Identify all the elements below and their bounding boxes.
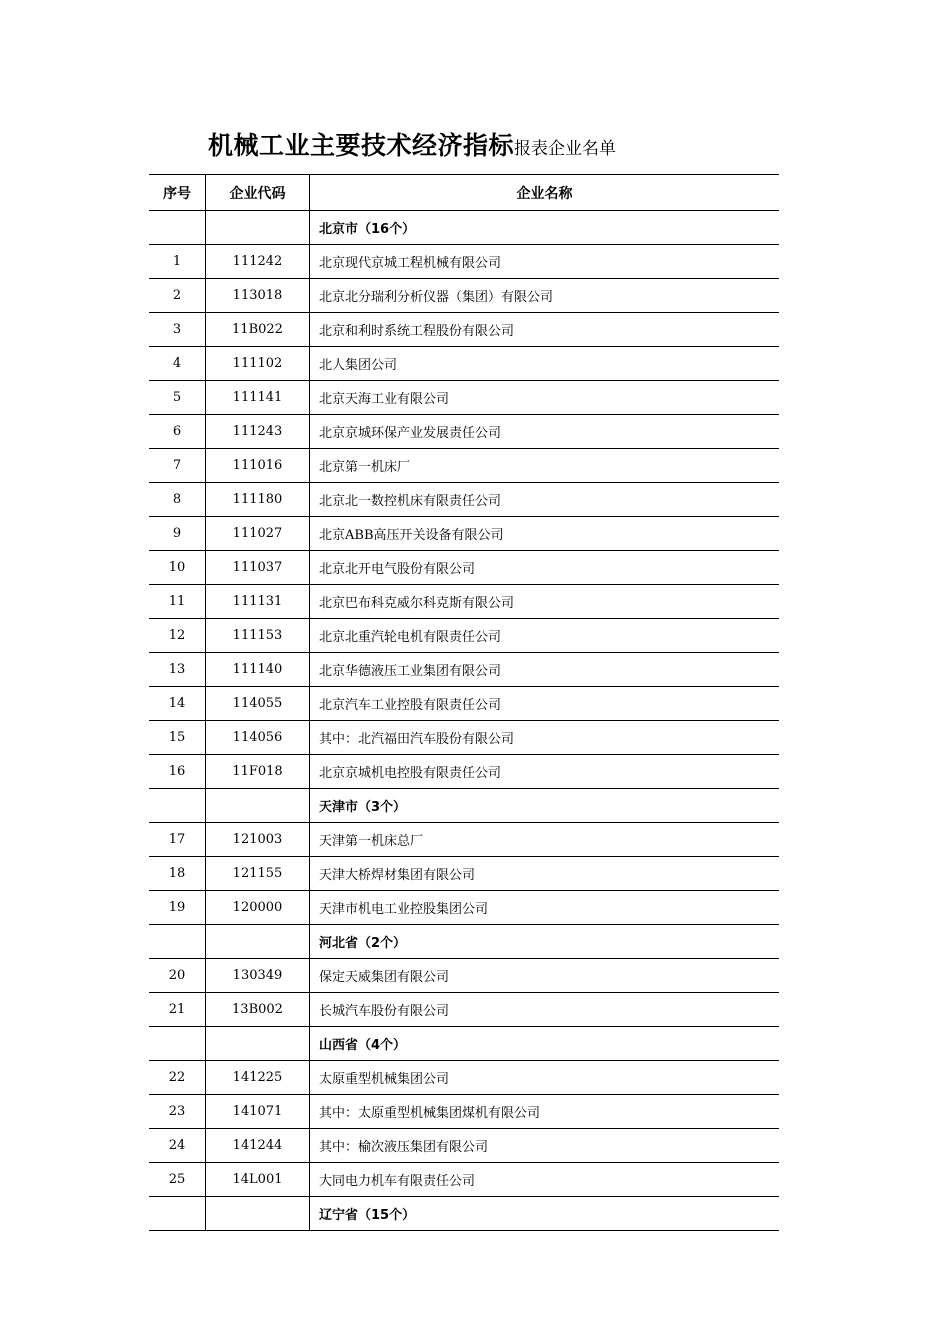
serial-cell: 24 xyxy=(149,1129,206,1163)
code-cell: 130349 xyxy=(206,959,310,993)
table-row xyxy=(149,1095,779,1129)
code-cell: 111102 xyxy=(206,347,310,381)
code-cell: 13B002 xyxy=(206,993,310,1027)
code-cell xyxy=(206,211,310,245)
name-cell: 北京现代京城工程机械有限公司 xyxy=(310,245,780,279)
name-cell: 其中：太原重型机械集团煤机有限公司 xyxy=(310,1095,780,1129)
code-cell xyxy=(206,1197,310,1231)
table-row xyxy=(149,1163,779,1197)
header-name: 企业名称 xyxy=(310,175,780,211)
serial-cell: 19 xyxy=(149,891,206,925)
region-row xyxy=(149,925,779,959)
region-name-cell: 天津市（3个） xyxy=(310,789,780,823)
table-row xyxy=(149,993,779,1027)
serial-cell: 2 xyxy=(149,279,206,313)
region-name-cell: 山西省（4个） xyxy=(310,1027,780,1061)
code-cell: 111141 xyxy=(206,381,310,415)
table-row xyxy=(149,755,779,789)
name-cell: 北京京城环保产业发展责任公司 xyxy=(310,415,780,449)
code-cell: 114055 xyxy=(206,687,310,721)
code-cell: 111242 xyxy=(206,245,310,279)
serial-cell xyxy=(149,1027,206,1061)
code-cell: 111037 xyxy=(206,551,310,585)
region-name-cell: 北京市（16个） xyxy=(310,211,780,245)
code-cell: 111243 xyxy=(206,415,310,449)
serial-cell xyxy=(149,925,206,959)
table-row xyxy=(149,585,779,619)
serial-cell: 17 xyxy=(149,823,206,857)
table-row xyxy=(149,1061,779,1095)
serial-cell: 21 xyxy=(149,993,206,1027)
serial-cell: 11 xyxy=(149,585,206,619)
code-cell xyxy=(206,1027,310,1061)
serial-cell: 20 xyxy=(149,959,206,993)
name-cell: 保定天威集团有限公司 xyxy=(310,959,780,993)
name-cell: 天津市机电工业控股集团公司 xyxy=(310,891,780,925)
name-cell: 北京ABB高压开关设备有限公司 xyxy=(310,517,780,551)
code-cell: 120000 xyxy=(206,891,310,925)
header-code: 企业代码 xyxy=(206,175,310,211)
code-cell: 121003 xyxy=(206,823,310,857)
table-row xyxy=(149,415,779,449)
serial-cell: 10 xyxy=(149,551,206,585)
code-cell: 111016 xyxy=(206,449,310,483)
table-row xyxy=(149,347,779,381)
region-row xyxy=(149,1197,779,1231)
table-row xyxy=(149,449,779,483)
code-cell: 111027 xyxy=(206,517,310,551)
enterprise-table xyxy=(149,174,779,1231)
serial-cell: 5 xyxy=(149,381,206,415)
table-row xyxy=(149,959,779,993)
document-title xyxy=(208,133,616,158)
code-cell: 141225 xyxy=(206,1061,310,1095)
code-cell: 14L001 xyxy=(206,1163,310,1197)
name-cell: 其中：北汽福田汽车股份有限公司 xyxy=(310,721,780,755)
serial-cell: 6 xyxy=(149,415,206,449)
name-cell: 大同电力机车有限责任公司 xyxy=(310,1163,780,1197)
serial-cell: 23 xyxy=(149,1095,206,1129)
region-name-cell: 河北省（2个） xyxy=(310,925,780,959)
region-name-cell: 辽宁省（15个） xyxy=(310,1197,780,1231)
name-cell: 北京北重汽轮电机有限责任公司 xyxy=(310,619,780,653)
code-cell: 111180 xyxy=(206,483,310,517)
title-sub: 报表企业名单 xyxy=(514,139,617,159)
name-cell: 太原重型机械集团公司 xyxy=(310,1061,780,1095)
serial-cell: 12 xyxy=(149,619,206,653)
region-row xyxy=(149,211,779,245)
name-cell: 北京第一机床厂 xyxy=(310,449,780,483)
table-row xyxy=(149,279,779,313)
table-row xyxy=(149,857,779,891)
table-row xyxy=(149,245,779,279)
code-cell: 114056 xyxy=(206,721,310,755)
name-cell: 北人集团公司 xyxy=(310,347,780,381)
serial-cell xyxy=(149,789,206,823)
table-row xyxy=(149,313,779,347)
table-row xyxy=(149,823,779,857)
table-row xyxy=(149,721,779,755)
title-main: 机械工业主要技术经济指标 xyxy=(208,131,515,160)
region-row xyxy=(149,1027,779,1061)
table-row xyxy=(149,891,779,925)
table-row xyxy=(149,483,779,517)
code-cell xyxy=(206,925,310,959)
name-cell: 北京巴布科克威尔科克斯有限公司 xyxy=(310,585,780,619)
name-cell: 长城汽车股份有限公司 xyxy=(310,993,780,1027)
name-cell: 天津第一机床总厂 xyxy=(310,823,780,857)
serial-cell: 13 xyxy=(149,653,206,687)
code-cell: 111153 xyxy=(206,619,310,653)
region-row xyxy=(149,789,779,823)
code-cell: 141244 xyxy=(206,1129,310,1163)
serial-cell: 8 xyxy=(149,483,206,517)
serial-cell: 15 xyxy=(149,721,206,755)
name-cell: 北京华德液压工业集团有限公司 xyxy=(310,653,780,687)
table-row xyxy=(149,381,779,415)
serial-cell: 16 xyxy=(149,755,206,789)
code-cell: 121155 xyxy=(206,857,310,891)
name-cell: 北京京城机电控股有限责任公司 xyxy=(310,755,780,789)
name-cell: 北京汽车工业控股有限责任公司 xyxy=(310,687,780,721)
serial-cell: 14 xyxy=(149,687,206,721)
table-row xyxy=(149,653,779,687)
serial-cell: 18 xyxy=(149,857,206,891)
serial-cell: 7 xyxy=(149,449,206,483)
name-cell: 其中：榆次液压集团有限公司 xyxy=(310,1129,780,1163)
code-cell: 111140 xyxy=(206,653,310,687)
name-cell: 北京北一数控机床有限责任公司 xyxy=(310,483,780,517)
serial-cell xyxy=(149,1197,206,1231)
code-cell: 111131 xyxy=(206,585,310,619)
table-row xyxy=(149,687,779,721)
name-cell: 北京天海工业有限公司 xyxy=(310,381,780,415)
table-row xyxy=(149,551,779,585)
serial-cell: 25 xyxy=(149,1163,206,1197)
code-cell: 113018 xyxy=(206,279,310,313)
code-cell xyxy=(206,789,310,823)
table-body xyxy=(149,211,779,1231)
table-row xyxy=(149,1129,779,1163)
serial-cell: 4 xyxy=(149,347,206,381)
serial-cell: 3 xyxy=(149,313,206,347)
serial-cell xyxy=(149,211,206,245)
serial-cell: 9 xyxy=(149,517,206,551)
code-cell: 141071 xyxy=(206,1095,310,1129)
table-row xyxy=(149,517,779,551)
header-serial: 序号 xyxy=(149,175,206,211)
name-cell: 北京和利时系统工程股份有限公司 xyxy=(310,313,780,347)
code-cell: 11F018 xyxy=(206,755,310,789)
name-cell: 北京北开电气股份有限公司 xyxy=(310,551,780,585)
serial-cell: 22 xyxy=(149,1061,206,1095)
table-row xyxy=(149,619,779,653)
name-cell: 天津大桥焊材集团有限公司 xyxy=(310,857,780,891)
code-cell: 11B022 xyxy=(206,313,310,347)
table-header-row xyxy=(149,175,779,211)
serial-cell: 1 xyxy=(149,245,206,279)
name-cell: 北京北分瑞利分析仪器（集团）有限公司 xyxy=(310,279,780,313)
